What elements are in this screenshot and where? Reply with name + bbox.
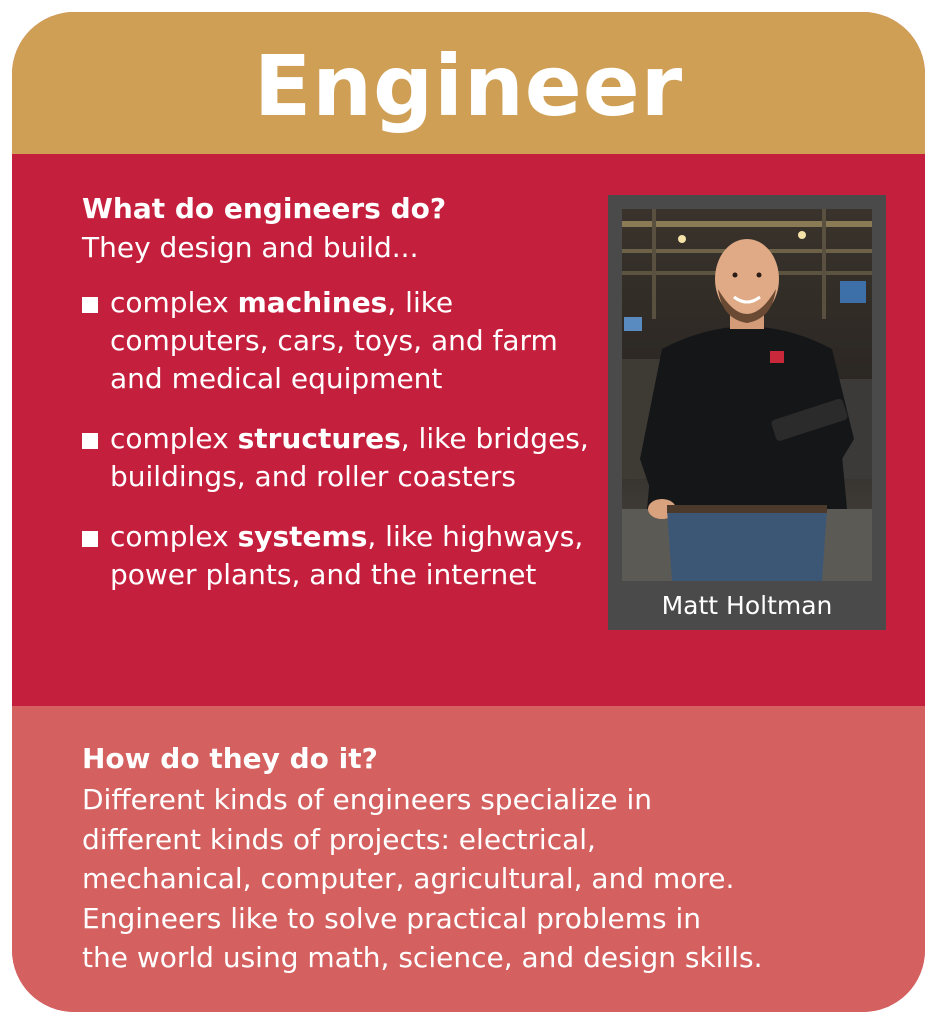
engineer-photo: [622, 209, 872, 581]
how-body: [82, 780, 902, 978]
body-line: mechanical, computer, agricultural, and more.: [82, 862, 735, 895]
square-bullet-icon: [82, 531, 98, 547]
list-item: complex structures, like bridges, buildings, and roller coasters: [82, 420, 602, 496]
square-bullet-icon: [82, 297, 98, 313]
engineer-card: [12, 12, 925, 1012]
how-question: How do they do it?: [82, 742, 378, 775]
body-line: different kinds of projects: electrical,: [82, 822, 596, 856]
list-item: complex systems, like highways, power plants, and the internet: [82, 518, 602, 594]
square-bullet-icon: [82, 433, 98, 449]
body-line: the world using math, science, and design skills.: [82, 941, 763, 974]
photo-frame: [608, 195, 886, 630]
body-line: Different kinds of engineers specialize in: [82, 783, 653, 816]
photo-caption: Matt Holtman: [661, 591, 833, 620]
list-item: complex machines, like computers, cars, toys, and farm and medical equipment: [82, 284, 602, 398]
what-intro: They design and build...: [82, 231, 419, 264]
how-section: [12, 706, 925, 1012]
body-line: Engineers like to solve practical problems in: [82, 901, 701, 935]
what-question: What do engineers do?: [82, 192, 447, 225]
header-banner: [12, 12, 925, 154]
card-title: Engineer: [253, 37, 684, 135]
examples-list: [82, 284, 602, 616]
what-section: [12, 154, 925, 706]
